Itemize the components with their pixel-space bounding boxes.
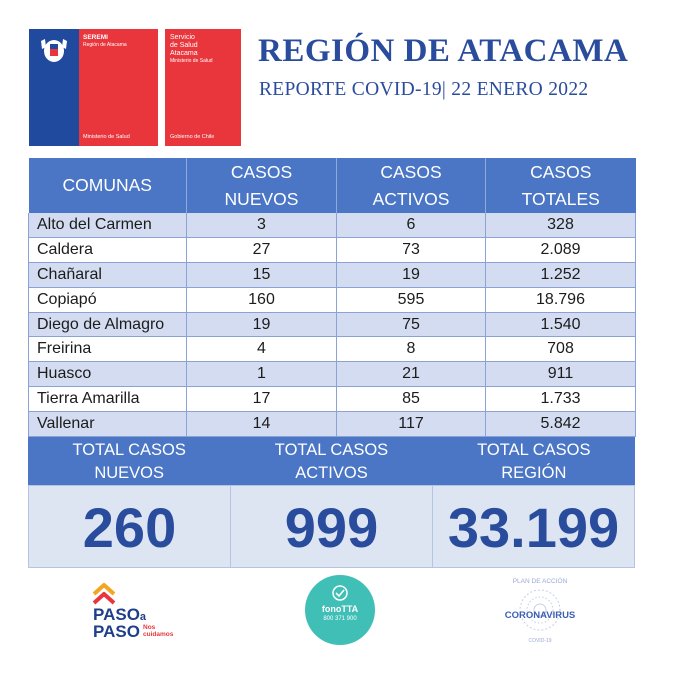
cell-totales: 18.796 (486, 287, 636, 312)
total-region-value: 33.199 (447, 496, 620, 559)
totals-header (28, 437, 635, 485)
header-totales-line2: TOTALES (521, 188, 600, 209)
table-row (29, 238, 636, 263)
servicio-line2: de Salud (170, 42, 198, 49)
fonotta-logo (305, 575, 375, 645)
table-row (29, 287, 636, 312)
servicio-line3: Atacama (170, 50, 198, 57)
cell-comuna: Tierra Amarilla (29, 387, 187, 412)
cell-nuevos: 1 (187, 362, 337, 387)
table-row (29, 387, 636, 412)
paso-a-paso-logo (77, 582, 192, 644)
table-row (29, 411, 636, 436)
cell-activos: 19 (337, 263, 486, 288)
header-activos-line1: CASOS (380, 161, 442, 182)
header-comunas: COMUNAS (29, 158, 187, 213)
servicio-gobierno: Gobierno de Chile (170, 134, 215, 140)
cell-totales: 911 (486, 362, 636, 387)
cell-nuevos: 3 (187, 213, 337, 238)
cell-nuevos: 14 (187, 411, 337, 436)
cell-activos: 73 (337, 238, 486, 263)
page-title: REGIÓN DE ATACAMA (258, 33, 629, 69)
cell-comuna: Alto del Carmen (29, 213, 187, 238)
total-activos-label-line1: TOTAL CASOS (274, 441, 389, 459)
total-region-label-line1: TOTAL CASOS (477, 441, 591, 459)
cell-totales: 1.540 (486, 312, 636, 337)
paso-a: a (139, 611, 147, 623)
cell-nuevos: 19 (187, 312, 337, 337)
servicio-ministry: Ministerio de Salud (170, 58, 213, 64)
servicio-salud-logo (165, 29, 241, 146)
cell-comuna: Copiapó (29, 287, 187, 312)
cases-table (28, 158, 635, 437)
cell-comuna: Chañaral (29, 263, 187, 288)
logo-red-band (79, 29, 158, 146)
total-activos-label (230, 437, 432, 485)
servicio-line1: Servicio (170, 34, 195, 41)
cell-totales: 5.842 (486, 411, 636, 436)
cell-comuna: Vallenar (29, 411, 187, 436)
total-nuevos-label (28, 437, 230, 485)
total-activos-value: 999 (231, 486, 433, 567)
cell-totales: 328 (486, 213, 636, 238)
cell-activos: 595 (337, 287, 486, 312)
fonotta-number: 800 371 900 (323, 616, 357, 622)
plan-top-text: PLAN DE ACCIÓN (512, 578, 568, 585)
table-row (29, 362, 636, 387)
table-row (29, 213, 636, 238)
plan-main-text: CORONAVIRUS (504, 610, 576, 621)
fonotta-name: fonoTTA (321, 604, 359, 614)
header-activos-line2: ACTIVOS (372, 188, 450, 209)
table-header-row (29, 158, 636, 213)
cell-nuevos: 27 (187, 238, 337, 263)
cell-totales: 1.733 (486, 387, 636, 412)
chile-seal-icon (37, 35, 71, 65)
logo-blue-band (29, 29, 79, 146)
cell-nuevos: 4 (187, 337, 337, 362)
cell-nuevos: 17 (187, 387, 337, 412)
table-row (29, 263, 636, 288)
cell-totales: 708 (486, 337, 636, 362)
seremi-ministry: Ministerio de Salud (83, 134, 130, 140)
total-activos-label-line2: ACTIVOS (295, 464, 368, 482)
cell-comuna: Caldera (29, 238, 187, 263)
cell-activos: 8 (337, 337, 486, 362)
cell-activos: 75 (337, 312, 486, 337)
table-row (29, 337, 636, 362)
paso-word-2: PASO (93, 622, 140, 641)
total-region-label (433, 437, 635, 485)
phone-icon (329, 585, 351, 601)
paso-tag-cuidamos: cuidamos (143, 631, 174, 638)
cell-activos: 6 (337, 213, 486, 238)
totals-values (28, 485, 635, 568)
cell-nuevos: 15 (187, 263, 337, 288)
seremi-region: Región de Atacama (83, 42, 127, 48)
plan-coronavirus-logo (500, 576, 580, 648)
header-totales-line1: CASOS (530, 161, 592, 182)
total-region-label-line2: REGIÓN (501, 464, 567, 482)
header-nuevos-line2: NUEVOS (224, 188, 299, 209)
header-casos-totales (486, 158, 636, 213)
cell-comuna: Freirina (29, 337, 187, 362)
cell-activos: 85 (337, 387, 486, 412)
cell-comuna: Diego de Almagro (29, 312, 187, 337)
cell-totales: 2.089 (486, 238, 636, 263)
header-nuevos-line1: CASOS (230, 161, 293, 182)
total-nuevos-value: 260 (29, 486, 231, 567)
header-casos-activos (337, 158, 486, 213)
cell-nuevos: 160 (187, 287, 337, 312)
cell-comuna: Huasco (29, 362, 187, 387)
cell-totales: 1.252 (486, 263, 636, 288)
paso-tag-nos: Nos (143, 624, 156, 631)
table-row (29, 312, 636, 337)
cell-activos: 117 (337, 411, 486, 436)
cell-activos: 21 (337, 362, 486, 387)
total-nuevos-label-line1: TOTAL CASOS (72, 441, 186, 459)
seremi-logo (29, 29, 158, 146)
plan-bottom-text: COVID-19 (528, 638, 552, 644)
total-nuevos-label-line2: NUEVOS (94, 464, 164, 482)
report-subtitle: REPORTE COVID-19| 22 ENERO 2022 (259, 79, 589, 100)
paso-word-1: PASO (93, 605, 140, 624)
header-casos-nuevos (187, 158, 337, 213)
seremi-label: SEREMI (83, 34, 108, 41)
